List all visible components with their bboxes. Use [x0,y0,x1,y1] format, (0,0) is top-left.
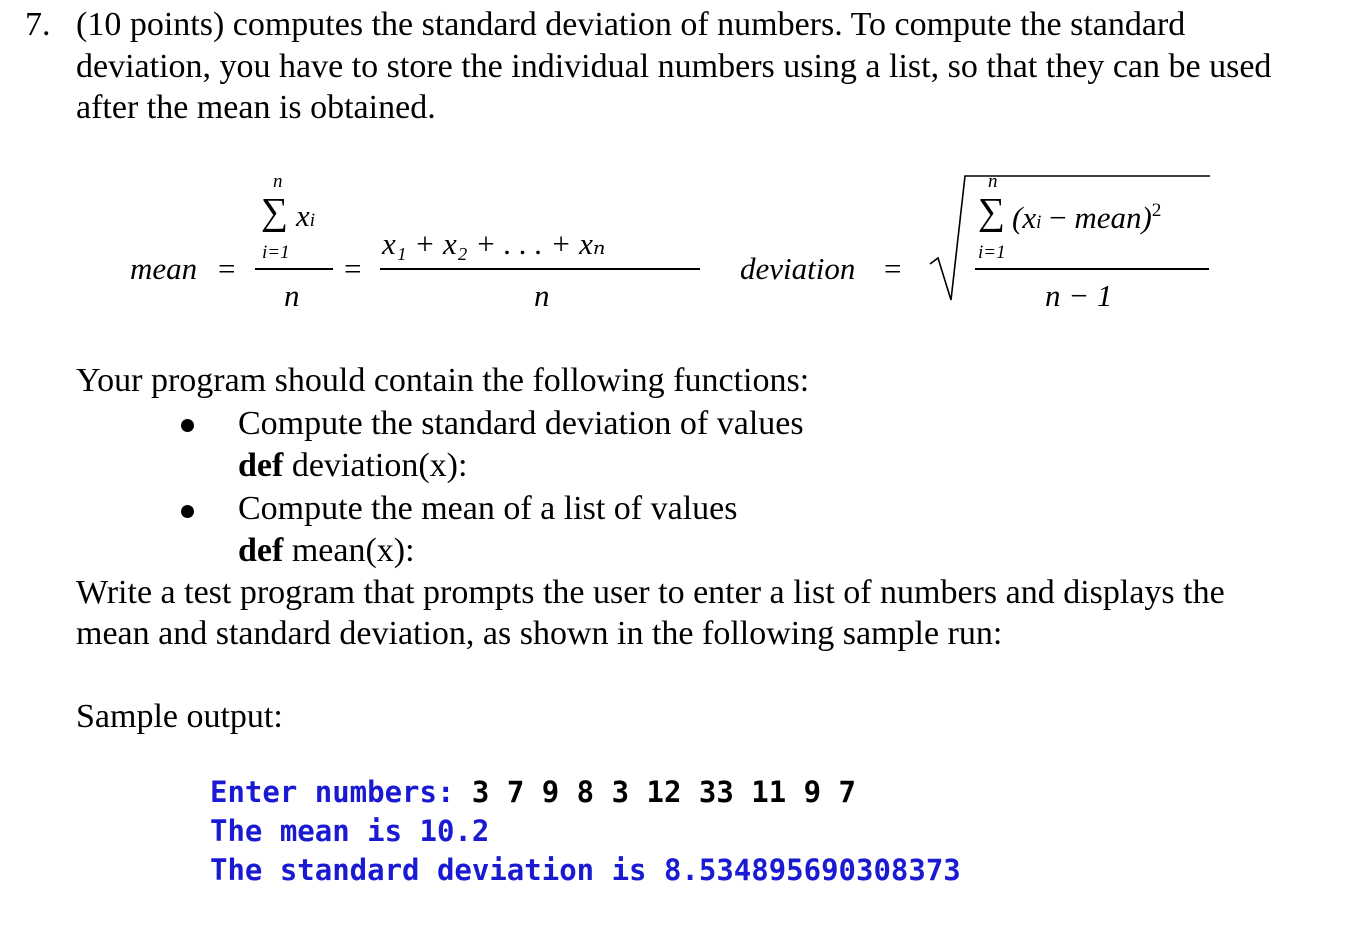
sample-sd-line: The standard deviation is 8.534895690308373 [210,853,961,887]
deviation-sigma: ∑ [978,191,1006,233]
mean-expanded-numerator: x₁ + x₂ + . . . + xₙ [382,226,606,261]
sample-mean-line: The mean is 10.2 [210,814,490,848]
mean-equals-2: = [344,251,362,286]
function-2-desc: Compute the mean of a list of values [238,490,738,527]
deviation-numerator [1012,201,1161,233]
sample-label: Sample output: [76,698,283,735]
deviation-lhs: deviation [740,251,856,286]
deviation-denominator: n − 1 [1045,278,1113,313]
function-1-keyword: def [238,447,284,484]
deviation-num-sub: i [1036,212,1042,233]
mean-sigma: ∑ [261,191,289,233]
function-2-keyword: def [238,532,284,569]
mean-denominator-1: n [284,278,300,313]
problem-number: 7. [25,6,51,43]
mean-sum-var [296,200,315,231]
mean-sum-lower: i=1 [262,242,290,263]
sample-input: 3 7 9 8 3 12 33 11 9 7 [471,775,857,809]
mean-sum-x: x [296,198,310,233]
mean-denominator-2: n [534,278,550,313]
bullet-1 [181,419,194,432]
deviation-num-sup: 2 [1151,200,1162,221]
test-line-1: Write a test program that prompts the user to enter a list of numbers and displays the [76,574,1225,611]
deviation-num-close: ) [1141,200,1152,235]
deviation-num-mean: mean [1074,200,1142,235]
deviation-sum-upper: n [988,171,998,192]
mean-fraction-bar-1 [255,268,333,270]
functions-intro: Your program should contain the following functions: [76,362,810,399]
deviation-fraction-bar [975,268,1209,270]
deviation-num-open: (x [1012,200,1037,235]
mean-lhs: mean [130,251,198,286]
sample-prompt: Enter numbers: [210,775,472,809]
function-1-desc: Compute the standard deviation of values [238,405,804,442]
deviation-num-minus: − [1041,200,1075,235]
deviation-sum-lower: i=1 [978,242,1006,263]
deviation-equals: = [884,251,902,286]
mean-equals-1: = [218,251,236,286]
mean-fraction-bar-2 [380,268,700,270]
function-1-signature: deviation(x): [283,447,468,484]
function-1-def [238,449,467,483]
problem-line-2: deviation, you have to store the individual numbers using a list, so that they can be used [76,48,1272,85]
bullet-2 [181,505,194,518]
problem-line-1: (10 points) computes the standard deviation of numbers. To compute the standard [76,6,1186,43]
function-2-def [238,534,415,568]
problem-line-3: after the mean is obtained. [76,89,436,126]
sample-prompt-line [210,775,857,809]
function-2-signature: mean(x): [283,532,415,569]
mean-sum-x-sub: i [309,210,316,231]
test-line-2: mean and standard deviation, as shown in the following sample run: [76,615,1003,652]
mean-sum-upper: n [273,171,283,192]
